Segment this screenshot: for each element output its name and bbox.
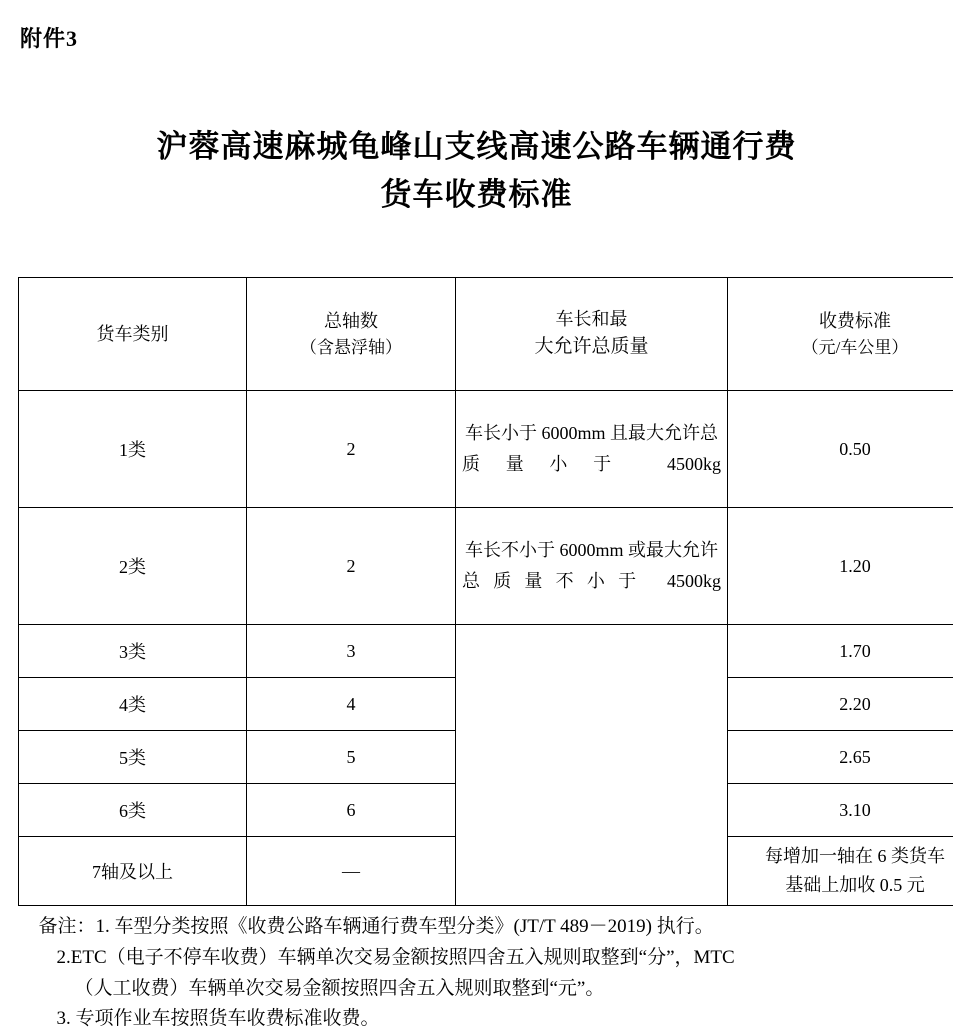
attachment-label bbox=[20, 22, 935, 53]
page-title-line-1: 沪蓉高速麻城龟峰山支线高速公路车辆通行费 bbox=[157, 129, 797, 164]
header-dimensions-sub: 大允许总质量 bbox=[462, 333, 721, 362]
header-rate-main: 收费标准 bbox=[819, 311, 891, 331]
cell-rate: 0.50 bbox=[728, 391, 953, 508]
cell-axles: 3 bbox=[247, 625, 456, 678]
cell-description: 车长不小于 6000mm 或最大允许总质量不小于 4500kg bbox=[456, 508, 728, 625]
remark-line-3: （人工收费）车辆单次交易金额按照四舍五入规则取整到“元”。 bbox=[21, 974, 933, 1005]
remark-line-1: 备注：1. 车型分类按照《收费公路车辆通行费车型分类》(JT/T 489－2019) 执行。 bbox=[21, 912, 933, 943]
attachment-text: 附件 bbox=[20, 26, 66, 51]
cell-axles: 4 bbox=[247, 678, 456, 731]
cell-rate: 2.20 bbox=[728, 678, 953, 731]
toll-fee-table bbox=[18, 277, 953, 906]
cell-axles: 2 bbox=[247, 508, 456, 625]
cell-axles: 2 bbox=[247, 391, 456, 508]
remark-line-2: 2.ETC（电子不停车收费）车辆单次交易金额按照四舍五入规则取整到“分”，MTC bbox=[21, 943, 933, 974]
header-category-main: 货车类别 bbox=[97, 324, 169, 344]
cell-axles: 6 bbox=[247, 784, 456, 837]
table-row bbox=[19, 625, 953, 678]
table-header-row bbox=[19, 278, 953, 391]
table-row bbox=[19, 391, 953, 508]
remarks-section bbox=[21, 912, 933, 1035]
cell-rate: 3.10 bbox=[728, 784, 953, 837]
cell-axles: 5 bbox=[247, 731, 456, 784]
cell-category: 3类 bbox=[19, 625, 247, 678]
cell-category: 7轴及以上 bbox=[19, 837, 247, 906]
table-row bbox=[19, 508, 953, 625]
cell-category: 2类 bbox=[19, 508, 247, 625]
remark-line-4: 3. 专项作业车按照货车收费标准收费。 bbox=[21, 1004, 933, 1035]
header-rate-sub: （元/车公里） bbox=[734, 335, 953, 361]
cell-rate-note-line-2: 基础上加收 0.5 元 bbox=[734, 871, 953, 900]
cell-rate-note-line-1: 每增加一轴在 6 类货车 bbox=[734, 842, 953, 871]
header-cell-rate bbox=[728, 278, 953, 391]
cell-description-empty bbox=[456, 625, 728, 906]
cell-axles: — bbox=[247, 837, 456, 906]
header-axles-sub: （含悬浮轴） bbox=[253, 335, 449, 361]
page-title-line-2: 货车收费标准 bbox=[40, 171, 913, 219]
header-axles-main: 总轴数 bbox=[324, 311, 378, 331]
cell-category: 1类 bbox=[19, 391, 247, 508]
page-title bbox=[18, 123, 935, 219]
header-cell-category bbox=[19, 278, 247, 391]
cell-category: 4类 bbox=[19, 678, 247, 731]
header-dimensions-main: 车长和最 bbox=[556, 309, 628, 329]
cell-description: 车长小于 6000mm 且最大允许总质量小于 4500kg bbox=[456, 391, 728, 508]
cell-category: 6类 bbox=[19, 784, 247, 837]
cell-rate: 1.70 bbox=[728, 625, 953, 678]
attachment-number: 3 bbox=[66, 26, 78, 51]
cell-rate-note bbox=[728, 837, 953, 906]
cell-rate: 1.20 bbox=[728, 508, 953, 625]
cell-rate: 2.65 bbox=[728, 731, 953, 784]
cell-category: 5类 bbox=[19, 731, 247, 784]
header-cell-axles bbox=[247, 278, 456, 391]
header-cell-dimensions bbox=[456, 278, 728, 391]
